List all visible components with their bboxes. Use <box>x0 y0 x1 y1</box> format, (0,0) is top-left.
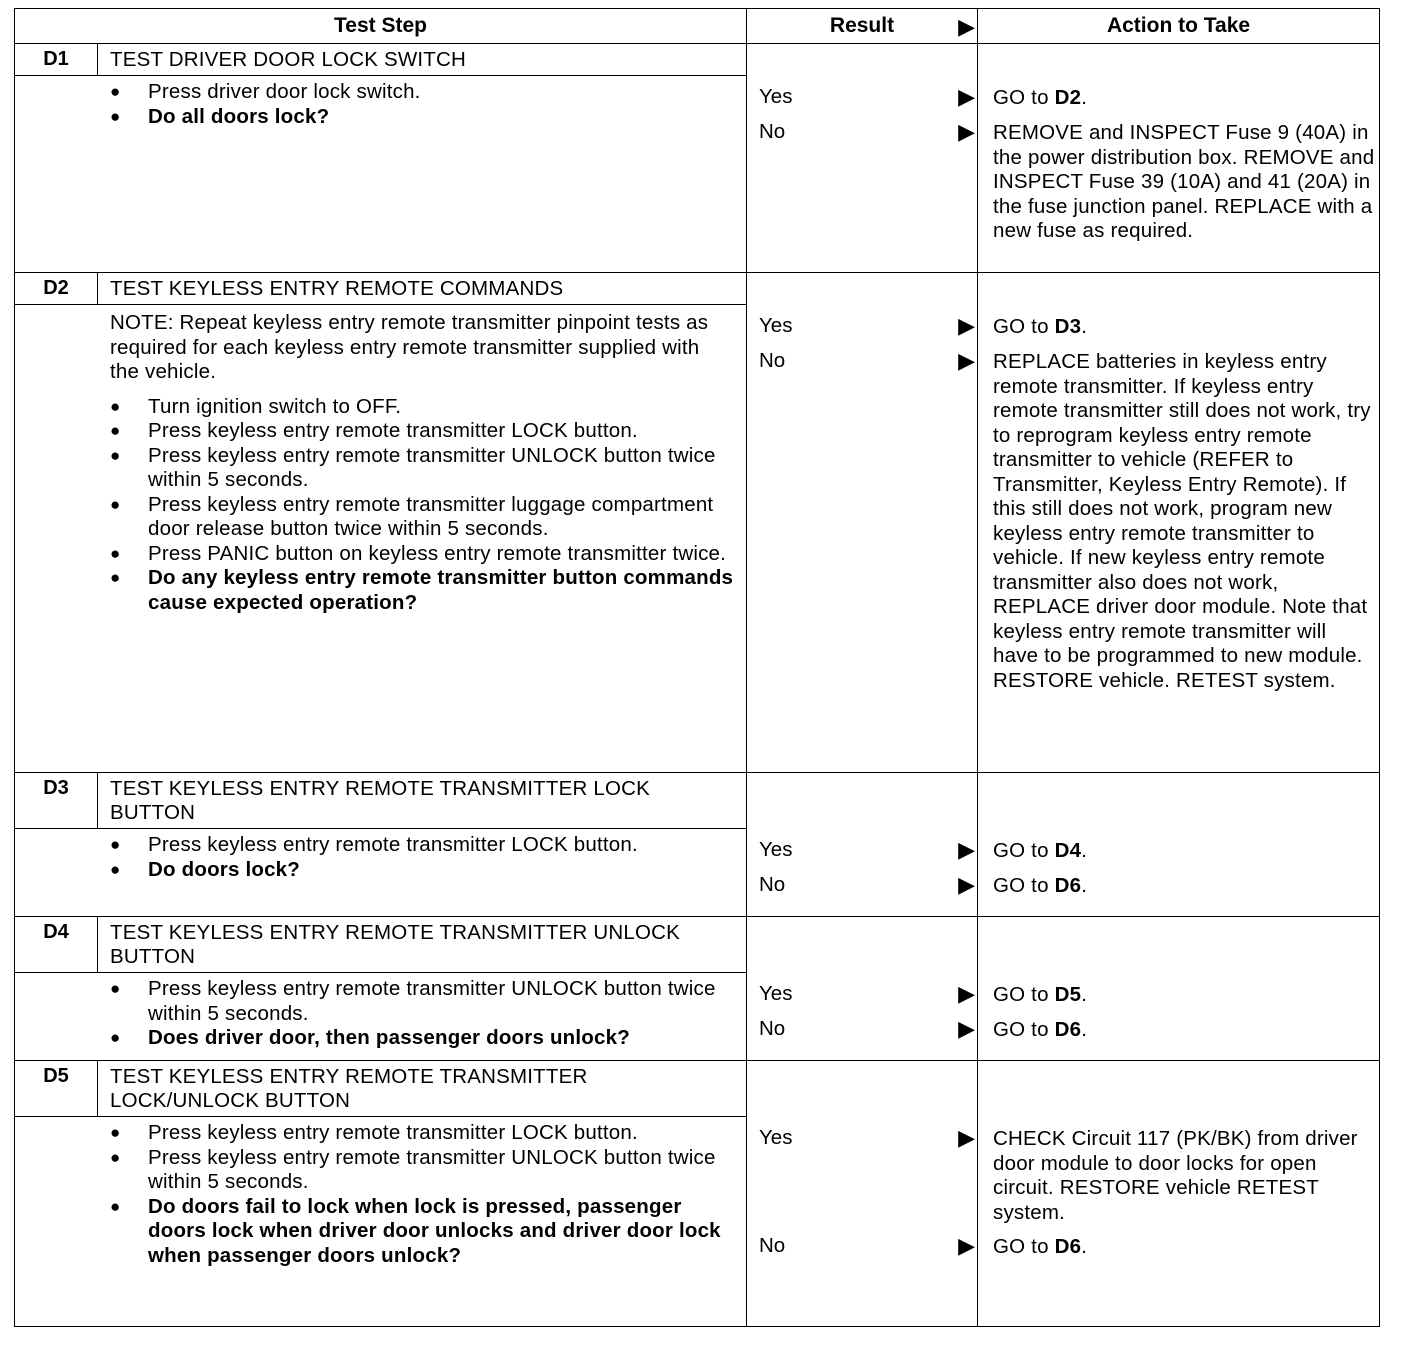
arrow-right-icon: ▶ <box>958 1125 975 1150</box>
result-no <box>759 1233 977 1259</box>
step-id: D4 <box>15 917 98 972</box>
result-no-label: No <box>759 349 786 372</box>
step-title: TEST KEYLESS ENTRY REMOTE TRANSMITTER LOCK/UNLOCK BUTTON <box>110 1065 588 1112</box>
action-no: GO to D6. <box>993 874 1088 897</box>
result-cell <box>747 773 978 917</box>
action-yes-prefix: GO to <box>993 86 1055 109</box>
arrow-right-icon: ▶ <box>958 981 975 1006</box>
step-heading <box>15 917 746 973</box>
arrow-right-icon: ▶ <box>958 119 975 144</box>
result-yes <box>759 1125 977 1151</box>
test-step-cell <box>15 917 747 1061</box>
action-yes-prefix: GO to <box>993 983 1055 1006</box>
step-body <box>15 973 746 1057</box>
step-id: D3 <box>15 773 98 828</box>
step-bullets <box>110 80 734 129</box>
step-heading <box>15 1061 746 1117</box>
action-yes-prefix: GO to <box>993 839 1055 862</box>
action-yes: GO to D2. <box>993 86 1088 109</box>
action-no-target: D6 <box>1054 874 1082 897</box>
step-bullets <box>110 977 734 1051</box>
action-cell <box>978 1061 1380 1327</box>
step-bullet: ● Press driver door lock switch. <box>110 80 734 105</box>
action-cell <box>978 273 1380 773</box>
result-yes <box>759 981 977 1007</box>
action-yes-prefix: GO to <box>993 315 1055 338</box>
result-no-label: No <box>759 120 786 143</box>
arrow-right-icon: ▶ <box>958 872 975 897</box>
result-no <box>759 1016 977 1042</box>
step-title: TEST KEYLESS ENTRY REMOTE TRANSMITTER LOCK BUTTON <box>110 777 650 824</box>
step-title: TEST KEYLESS ENTRY REMOTE COMMANDS <box>110 277 564 300</box>
action-no: REPLACE batteries in keyless entry remote transmitter. If keyless entry remote transmitter still does not work, try to reprogram keyless entry remote transmitter to vehicle (REFER to Transmitter, Keyless Entry Remote). If this still does not work, program new keyless entry remote transmitter to vehicle. If new keyless entry remote transmitter also does not work, REPLACE driver door module. Note that keyless entry remote transmitter will have to be programmed to new module. RESTORE vehicle. RETEST system. <box>993 350 1371 692</box>
step-heading <box>15 44 746 76</box>
step-row-d2 <box>15 273 1380 773</box>
test-step-cell <box>15 773 747 917</box>
result-yes <box>759 84 977 110</box>
test-step-cell <box>15 1061 747 1327</box>
result-no <box>759 348 977 374</box>
step-row-d4 <box>15 917 1380 1061</box>
header-test-step: Test Step <box>15 9 747 44</box>
action-yes: GO to D4. <box>993 839 1088 862</box>
step-bullet: ● Press keyless entry remote transmitter UNLOCK button twice within 5 seconds. <box>110 1146 734 1195</box>
result-yes <box>759 837 977 863</box>
action-cell <box>978 44 1380 273</box>
action-yes: CHECK Circuit 117 (PK/BK) from driver door module to door locks for open circuit. RESTORE vehicle RETEST system. <box>993 1127 1358 1224</box>
action-yes-target: D2 <box>1054 86 1082 109</box>
step-title: TEST DRIVER DOOR LOCK SWITCH <box>110 48 467 71</box>
action-no-target: D6 <box>1054 1018 1082 1041</box>
action-yes-target: D4 <box>1054 839 1082 862</box>
step-id: D2 <box>15 273 98 304</box>
step-bullet: ● Press keyless entry remote transmitter UNLOCK button twice within 5 seconds. <box>110 977 734 1026</box>
result-yes-label: Yes <box>759 314 793 337</box>
step-question: ● Do doors fail to lock when lock is pressed, passenger doors lock when driver door unlocks and driver door lock when passenger doors unlock? <box>110 1195 734 1269</box>
action-yes-target: D5 <box>1054 983 1082 1006</box>
step-body <box>15 829 746 888</box>
header-result-label: Result <box>829 14 895 37</box>
action-yes-target: D3 <box>1054 315 1082 338</box>
step-heading <box>15 773 746 829</box>
step-title: TEST KEYLESS ENTRY REMOTE TRANSMITTER UNLOCK BUTTON <box>110 921 681 968</box>
step-bullet: ● Press PANIC button on keyless entry remote transmitter twice. <box>110 542 734 567</box>
action-no: GO to D6. <box>993 1018 1088 1041</box>
step-question: ● Does driver door, then passenger doors unlock? <box>110 1026 734 1051</box>
action-no: GO to D6. <box>993 1235 1088 1258</box>
step-bullet: ● Press keyless entry remote transmitter UNLOCK button twice within 5 seconds. <box>110 444 734 493</box>
result-yes <box>759 313 977 339</box>
step-bullets <box>110 395 734 616</box>
diagnostic-table-page <box>14 8 1379 1327</box>
step-row-d3 <box>15 773 1380 917</box>
step-bullet: ● Press keyless entry remote transmitter LOCK button. <box>110 419 734 444</box>
result-no-label: No <box>759 1017 786 1040</box>
action-no-prefix: GO to <box>993 874 1055 897</box>
result-no-label: No <box>759 1234 786 1257</box>
result-no-label: No <box>759 873 786 896</box>
action-no-prefix: GO to <box>993 1018 1055 1041</box>
header-result <box>747 9 978 44</box>
action-cell <box>978 773 1380 917</box>
arrow-right-icon: ▶ <box>958 1233 975 1258</box>
result-no <box>759 872 977 898</box>
step-id: D1 <box>15 44 98 75</box>
step-bullet: ● Press keyless entry remote transmitter LOCK button. <box>110 833 734 858</box>
step-id: D5 <box>15 1061 98 1116</box>
pinpoint-test-table <box>14 8 1380 1327</box>
result-yes-label: Yes <box>759 838 793 861</box>
step-bullet: ● Press keyless entry remote transmitter LOCK button. <box>110 1121 734 1146</box>
step-note: NOTE: Repeat keyless entry remote transmitter pinpoint tests as required for each keyless entry remote transmitter supplied with the vehicle. <box>110 311 709 383</box>
step-row-d1 <box>15 44 1380 273</box>
action-yes: GO to D3. <box>993 315 1088 338</box>
result-cell <box>747 917 978 1061</box>
action-no-target: D6 <box>1054 1235 1082 1258</box>
test-step-cell <box>15 273 747 773</box>
arrow-right-icon: ▶ <box>958 348 975 373</box>
step-body <box>15 305 746 621</box>
step-question: ● Do all doors lock? <box>110 105 734 130</box>
arrow-right-icon: ▶ <box>958 14 975 39</box>
table-header-row <box>15 9 1380 44</box>
step-bullet: ● Press keyless entry remote transmitter luggage compartment door release button twice within 5 seconds. <box>110 493 734 542</box>
result-cell <box>747 1061 978 1327</box>
action-yes: GO to D5. <box>993 983 1088 1006</box>
arrow-right-icon: ▶ <box>958 837 975 862</box>
result-yes-label: Yes <box>759 982 793 1005</box>
arrow-right-icon: ▶ <box>958 84 975 109</box>
result-yes-label: Yes <box>759 85 793 108</box>
result-no <box>759 119 977 145</box>
step-row-d5 <box>15 1061 1380 1327</box>
step-question: ● Do doors lock? <box>110 858 734 883</box>
step-bullets <box>110 833 734 882</box>
arrow-right-icon: ▶ <box>958 313 975 338</box>
result-cell <box>747 44 978 273</box>
step-question: ● Do any keyless entry remote transmitter button commands cause expected operation? <box>110 566 734 615</box>
step-heading <box>15 273 746 305</box>
header-action: Action to Take <box>978 9 1380 44</box>
action-no-prefix: GO to <box>993 1235 1055 1258</box>
step-body <box>15 1117 746 1274</box>
result-cell <box>747 273 978 773</box>
step-bullet: ● Turn ignition switch to OFF. <box>110 395 734 420</box>
step-bullets <box>110 1121 734 1268</box>
action-cell <box>978 917 1380 1061</box>
result-yes-label: Yes <box>759 1126 793 1149</box>
arrow-right-icon: ▶ <box>958 1016 975 1041</box>
action-no: REMOVE and INSPECT Fuse 9 (40A) in the power distribution box. REMOVE and INSPECT Fuse 39 (10A) and 41 (20A) in the fuse junction panel. REPLACE with a new fuse as required. <box>993 121 1375 242</box>
test-step-cell <box>15 44 747 273</box>
step-body <box>15 76 746 135</box>
